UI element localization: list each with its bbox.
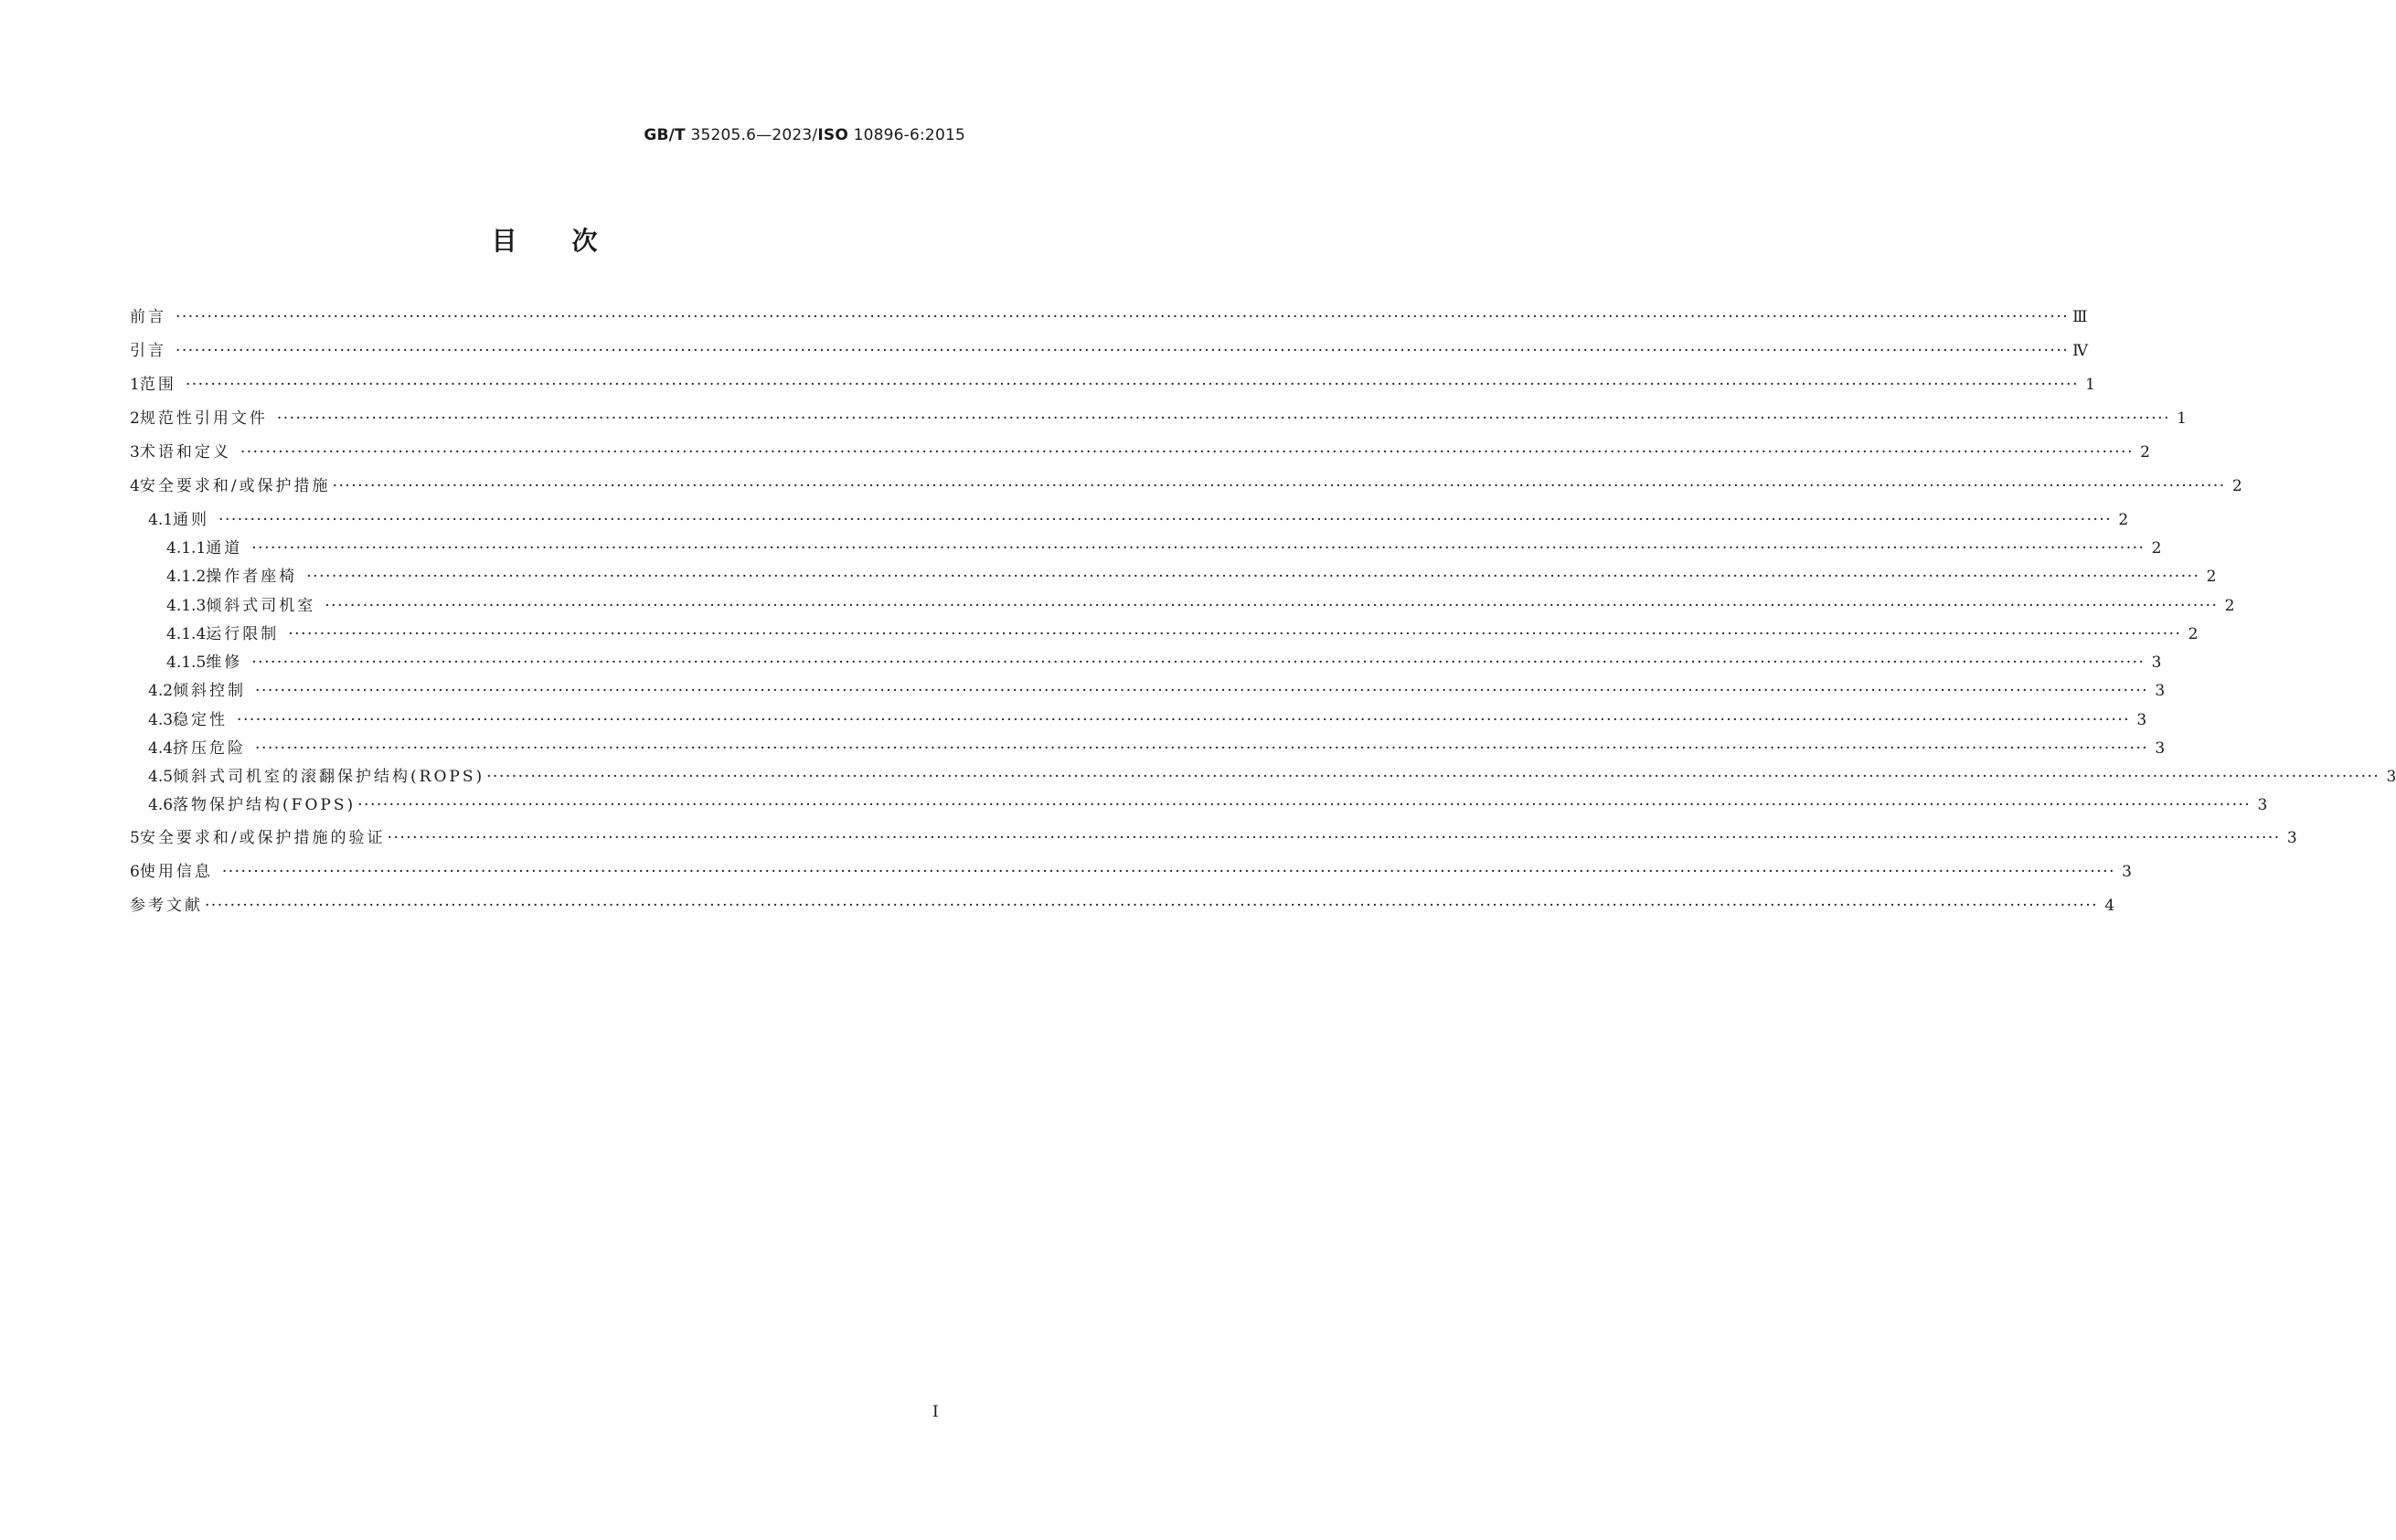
- toc-entry-label: 通则: [173, 511, 210, 529]
- toc-entry-number: 4.5: [148, 768, 174, 786]
- toc-leader-dots: ············································································································································································································································································································: [332, 477, 2226, 495]
- toc-leader-dots: ············································································································································································································································································································: [387, 829, 2281, 847]
- toc-entry-label: 规范性引用文件: [139, 409, 268, 428]
- toc-entry-number: 4.1.3: [166, 597, 207, 615]
- toc-entry-number: 4.6: [148, 796, 174, 814]
- iso-prefix: ISO: [817, 126, 848, 144]
- toc-entry[interactable]: [130, 682, 2166, 700]
- toc-entry-page: 3: [2136, 711, 2147, 729]
- toc-entry-number: 1: [130, 376, 140, 394]
- toc-entry[interactable]: [130, 768, 2396, 786]
- toc-leader-dots: ············································································································································································································································································································: [276, 409, 2170, 428]
- toc-entry-label: 前言: [130, 308, 166, 326]
- page-number: I: [932, 1403, 939, 1421]
- toc-entry-label: 范围: [139, 376, 176, 394]
- toc-entry[interactable]: [130, 443, 2150, 462]
- toc-entry-page: Ⅲ: [2072, 308, 2088, 326]
- std-number: 35205.6—2023/: [690, 126, 818, 144]
- toc-entry-label: 倾斜式司机室: [206, 597, 316, 615]
- toc-entry-page: 2: [2118, 511, 2129, 529]
- std-prefix: GB/T: [644, 126, 686, 144]
- toc-entry[interactable]: [130, 829, 2297, 847]
- toc-leader-dots: ············································································································································································································································································································: [176, 308, 2070, 326]
- toc-entry-number: 6: [130, 863, 140, 881]
- toc-leader-dots: ············································································································································································································································································································: [185, 376, 2079, 394]
- toc-entry[interactable]: [130, 409, 2187, 428]
- toc-entry-page: 2: [2140, 443, 2150, 462]
- toc-entry-label: 参考文献: [130, 897, 203, 915]
- page-title: 目次: [491, 226, 653, 256]
- toc-entry-page: 3: [2151, 653, 2162, 672]
- iso-number: 10896-6:2015: [853, 126, 965, 144]
- toc-entry-label: 引言: [130, 342, 166, 360]
- toc-entry-label: 安全要求和/或保护措施的验证: [139, 829, 386, 847]
- toc-entry-number: 4.1.2: [166, 568, 207, 586]
- toc-leader-dots: ············································································································································································································································································································: [288, 625, 2182, 643]
- toc-entry[interactable]: [130, 342, 2089, 360]
- toc-entry-label: 倾斜式司机室的滚翻保护结构(ROPS): [173, 768, 485, 786]
- toc-entry-page: 3: [2122, 863, 2132, 881]
- toc-entry[interactable]: [130, 796, 2268, 814]
- toc-entry-page: 4: [2104, 897, 2115, 915]
- toc-entry[interactable]: [130, 711, 2147, 729]
- toc-entry[interactable]: [130, 597, 2235, 615]
- toc-leader-dots: ············································································································································································································································································································: [255, 739, 2149, 758]
- toc-entry-page: 1: [2085, 376, 2095, 394]
- toc-entry-page: 2: [2224, 597, 2235, 615]
- toc-entry[interactable]: [130, 863, 2132, 881]
- toc-entry-number: 4.2: [148, 682, 174, 700]
- toc-leader-dots: ············································································································································································································································································································: [218, 511, 2113, 529]
- toc-entry-page: 3: [2386, 768, 2396, 786]
- toc-leader-dots: ············································································································································································································································································································: [205, 897, 2099, 915]
- toc-entry[interactable]: [130, 511, 2129, 529]
- toc-entry-number: 3: [130, 443, 140, 462]
- toc-entry-page: 2: [2188, 625, 2199, 643]
- toc-entry-number: 4.4: [148, 739, 174, 758]
- toc-entry-label: 通道: [206, 539, 243, 558]
- standard-header: [644, 126, 965, 144]
- toc-entry[interactable]: [130, 477, 2242, 495]
- toc-entry[interactable]: [130, 376, 2095, 394]
- toc-leader-dots: ············································································································································································································································································································: [325, 597, 2219, 615]
- toc-entry-number: 4.3: [148, 711, 174, 729]
- toc-entry-label: 倾斜控制: [173, 682, 247, 700]
- toc-entry-page: 3: [2286, 829, 2297, 847]
- toc-leader-dots: ············································································································································································································································································································: [237, 711, 2131, 729]
- toc-entry-label: 术语和定义: [139, 443, 231, 462]
- toc-entry-page: 3: [2155, 682, 2166, 700]
- toc-entry-label: 维修: [206, 653, 243, 672]
- toc-leader-dots: ············································································································································································································································································································: [251, 653, 2146, 672]
- toc-entry-label: 稳定性: [173, 711, 229, 729]
- toc-leader-dots: ············································································································································································································································································································: [486, 768, 2380, 786]
- toc-entry-number: 4: [130, 477, 140, 495]
- toc-entry-label: 运行限制: [206, 625, 280, 643]
- toc-entry[interactable]: [130, 568, 2217, 586]
- toc-leader-dots: ············································································································································································································································································································: [255, 682, 2149, 700]
- toc-leader-dots: ············································································································································································································································································································: [306, 568, 2200, 586]
- toc-entry-number: 4.1.4: [166, 625, 207, 643]
- toc-entry-page: 2: [2151, 539, 2162, 558]
- toc-entry-label: 落物保护结构(FOPS): [173, 796, 357, 814]
- toc-entry[interactable]: [130, 897, 2115, 915]
- toc-entry-page: 2: [2206, 568, 2217, 586]
- toc-entry-number: 2: [130, 409, 140, 428]
- toc-entry[interactable]: [130, 739, 2166, 758]
- toc-entry-page: Ⅳ: [2072, 342, 2089, 360]
- toc-leader-dots: ············································································································································································································································································································: [176, 342, 2070, 360]
- toc-entry-page: 1: [2177, 409, 2187, 428]
- toc-entry-label: 挤压危险: [173, 739, 247, 758]
- toc-entry-number: 4.1: [148, 511, 174, 529]
- toc-entry-label: 操作者座椅: [206, 568, 298, 586]
- toc-entry-number: 4.1.1: [166, 539, 207, 558]
- toc-entry[interactable]: [130, 625, 2199, 643]
- toc-leader-dots: ············································································································································································································································································································: [221, 863, 2115, 881]
- toc-entry-label: 安全要求和/或保护措施: [139, 477, 331, 495]
- toc-entry[interactable]: [130, 539, 2162, 558]
- toc-entry-number: 4.1.5: [166, 653, 207, 672]
- toc-leader-dots: ············································································································································································································································································································: [240, 443, 2134, 462]
- toc-entry-number: 5: [130, 829, 140, 847]
- toc-entry-page: 3: [2155, 739, 2166, 758]
- toc-entry-label: 使用信息: [139, 863, 213, 881]
- toc-leader-dots: ············································································································································································································································································································: [251, 539, 2146, 558]
- toc-entry-page: 2: [2231, 477, 2242, 495]
- toc-entry[interactable]: [130, 308, 2088, 326]
- toc-leader-dots: ············································································································································································································································································································: [357, 796, 2252, 814]
- toc-entry[interactable]: [130, 653, 2162, 672]
- toc-entry-page: 3: [2257, 796, 2268, 814]
